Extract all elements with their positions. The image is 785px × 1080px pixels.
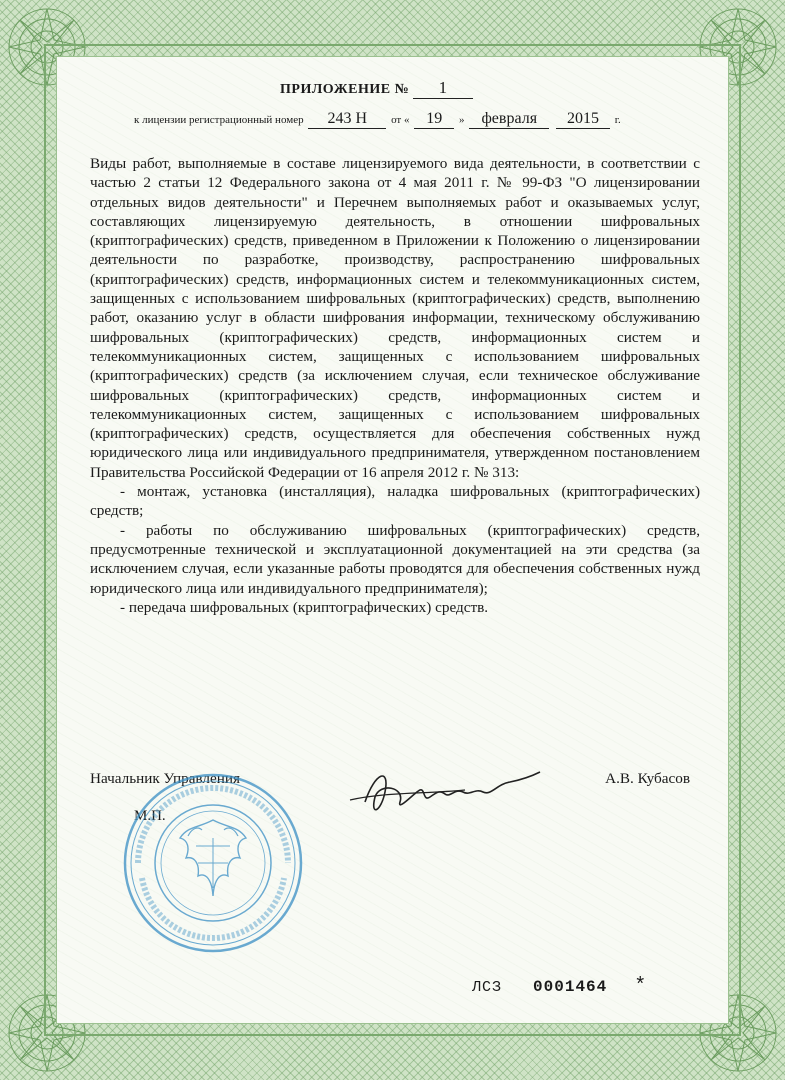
signer-name: А.В. Кубасов — [605, 770, 690, 787]
body-text — [90, 154, 700, 617]
list-item: - передача шифровальных (криптографических) средств. — [120, 598, 489, 616]
form-series-number — [472, 975, 646, 998]
license-reg-number: 243 Н — [308, 110, 386, 129]
license-quote-close: » — [459, 114, 465, 126]
handwritten-signature-icon — [345, 762, 545, 822]
license-month: февраля — [469, 110, 549, 129]
list-item: - монтаж, установка (инсталляция), наладка шифровальных (криптографических) средств; — [90, 483, 700, 520]
series-code: ЛСЗ — [472, 979, 503, 996]
appendix-number: 1 — [413, 78, 473, 99]
intro-paragraph: Виды работ, выполняемые в составе лицензируемого вида деятельности, в соответствии с частью 2 статьи 12 Федерального закона от 4 мая 2011 г. № 99-ФЗ "О лицензировании отдельных видов деятельности" и Перечнем выполняемых работ и оказываемых услуг, составляющих лицензируемую деятельность, в отношении шифровальных (криптографических) средств, приведенном в Приложении к Положению о лицензировании деятельности по разработке, производству, распространению шифровальных (криптографических) средств, информационных систем и телекоммуникационных систем, защищенных с использованием шифровальных (криптографических) средств, выполнению работ, оказанию услуг в области шифрования информации, техническому обслуживанию шифровальных (криптографических) средств, информационных систем и телекоммуникационных систем, защищенных с использованием шифровальных (криптографических) средств (за исключением случая, если техническое обслуживание шифровальных (криптографических) средств, информационных систем и телекоммуникационных систем, защищенных с использованием шифровальных (криптографических) средств, осуществляется для обеспечения собственных нужд юридического лица или индивидуального предпринимателя, утвержденном постановлением Правительства Российской Федерации от 16 апреля 2012 г. № 313: — [90, 155, 700, 481]
license-day: 19 — [414, 110, 454, 129]
license-reference — [134, 110, 621, 129]
license-from-label: от « — [391, 114, 410, 126]
license-prefix: к лицензии регистрационный номер — [134, 114, 304, 126]
list-item: - работы по обслуживанию шифровальных (криптографических) средств, предусмотренные технической и эксплуатационной документацией на эти средства (за исключением случая, если указанные работы проводятся для обеспечения собственных нужд юридического лица или индивидуального предпринимателя); — [90, 521, 700, 597]
signer-position: Начальник Управления — [90, 770, 240, 787]
stamp-label: М.П. — [134, 808, 166, 824]
official-seal-icon — [118, 768, 308, 958]
license-year: 2015 — [556, 110, 610, 129]
license-year-suffix: г. — [614, 114, 621, 126]
series-mark: * — [634, 975, 647, 998]
appendix-label: ПРИЛОЖЕНИЕ № — [280, 82, 410, 97]
appendix-title — [280, 78, 473, 99]
series-number: 0001464 — [533, 978, 608, 996]
